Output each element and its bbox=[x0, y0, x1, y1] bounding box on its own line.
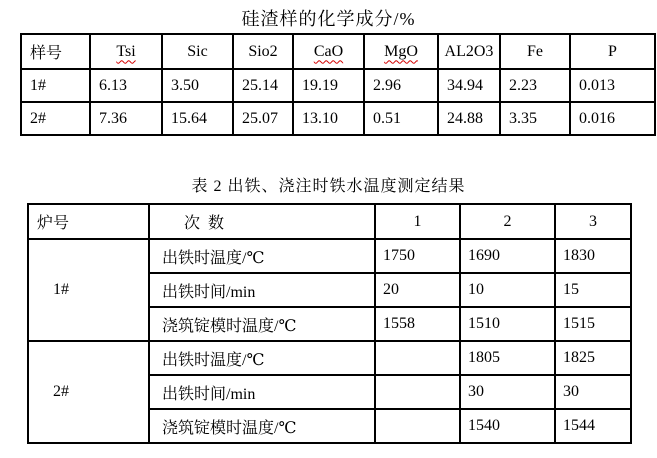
t1-cell: 0.013 bbox=[570, 69, 655, 102]
value-cell: 1825 bbox=[555, 341, 631, 375]
t1-cell: 13.10 bbox=[293, 102, 364, 135]
t2-header-times: 次 数 bbox=[149, 204, 375, 239]
chemical-composition-table bbox=[20, 33, 656, 136]
t1-header-fe: Fe bbox=[500, 34, 570, 69]
t2-header-trial-2: 2 bbox=[460, 204, 555, 239]
measure-label: 出铁时间/min bbox=[149, 375, 375, 409]
t1-header-tsi-label: Tsi bbox=[116, 42, 136, 60]
t1-cell: 15.64 bbox=[162, 102, 233, 135]
table1-row-2 bbox=[21, 102, 655, 135]
value-cell: 1515 bbox=[555, 307, 631, 341]
t1-header-al2o3: AL2O3 bbox=[438, 34, 500, 69]
t1-cell: 34.94 bbox=[438, 69, 500, 102]
t1-header-p: P bbox=[570, 34, 655, 69]
value-cell: 1805 bbox=[460, 341, 555, 375]
t1-cell: 3.35 bbox=[500, 102, 570, 135]
value-cell: 1558 bbox=[375, 307, 460, 341]
t1-cell: 19.19 bbox=[293, 69, 364, 102]
value-cell bbox=[375, 409, 460, 443]
table1-header-row bbox=[21, 34, 655, 69]
table2-title: 表 2 出铁、浇注时铁水温度测定结果 bbox=[191, 178, 466, 195]
t1-cell: 3.50 bbox=[162, 69, 233, 102]
value-cell: 1544 bbox=[555, 409, 631, 443]
iron-temperature-table bbox=[27, 203, 632, 444]
measure-label: 出铁时温度/℃ bbox=[149, 341, 375, 375]
t1-cell: 6.13 bbox=[90, 69, 162, 102]
table2-row bbox=[28, 239, 631, 273]
table2-row bbox=[28, 341, 631, 375]
t2-header-trial-1: 1 bbox=[375, 204, 460, 239]
t1-header-sic: Sic bbox=[162, 34, 233, 69]
value-cell: 1510 bbox=[460, 307, 555, 341]
measure-label: 出铁时间/min bbox=[149, 273, 375, 307]
t1-header-sample-no: 样号 bbox=[21, 34, 90, 69]
t1-header-cao-label: CaO bbox=[313, 42, 344, 60]
t2-header-trial-3: 3 bbox=[555, 204, 631, 239]
furnace-cell-1: 1# bbox=[28, 239, 149, 341]
t1-header-tsi bbox=[90, 34, 162, 69]
t1-cell: 24.88 bbox=[438, 102, 500, 135]
t1-header-sio2: Sio2 bbox=[233, 34, 293, 69]
value-cell: 20 bbox=[375, 273, 460, 307]
value-cell: 10 bbox=[460, 273, 555, 307]
table1-row-1 bbox=[21, 69, 655, 102]
t1-sample-id: 1# bbox=[21, 69, 90, 102]
measure-label: 浇筑锭模时温度/℃ bbox=[149, 307, 375, 341]
t1-cell: 2.23 bbox=[500, 69, 570, 102]
table2-header-row bbox=[28, 204, 631, 239]
t1-sample-id: 2# bbox=[21, 102, 90, 135]
value-cell bbox=[375, 341, 460, 375]
t1-cell: 0.016 bbox=[570, 102, 655, 135]
value-cell bbox=[375, 375, 460, 409]
measure-label: 浇筑锭模时温度/℃ bbox=[149, 409, 375, 443]
value-cell: 30 bbox=[555, 375, 631, 409]
table1-title: 硅渣样的化学成分/% bbox=[241, 9, 416, 29]
value-cell: 1830 bbox=[555, 239, 631, 273]
t1-header-cao bbox=[293, 34, 364, 69]
value-cell: 1690 bbox=[460, 239, 555, 273]
value-cell: 1750 bbox=[375, 239, 460, 273]
t1-cell: 2.96 bbox=[364, 69, 438, 102]
value-cell: 1540 bbox=[460, 409, 555, 443]
t2-header-furnace: 炉号 bbox=[28, 204, 149, 239]
t1-cell: 7.36 bbox=[90, 102, 162, 135]
t1-cell: 0.51 bbox=[364, 102, 438, 135]
t1-cell: 25.14 bbox=[233, 69, 293, 102]
value-cell: 30 bbox=[460, 375, 555, 409]
measure-label: 出铁时温度/℃ bbox=[149, 239, 375, 273]
t1-header-mgo bbox=[364, 34, 438, 69]
t1-header-mgo-label: MgO bbox=[384, 42, 418, 60]
furnace-cell-2: 2# bbox=[28, 341, 149, 443]
value-cell: 15 bbox=[555, 273, 631, 307]
t1-cell: 25.07 bbox=[233, 102, 293, 135]
